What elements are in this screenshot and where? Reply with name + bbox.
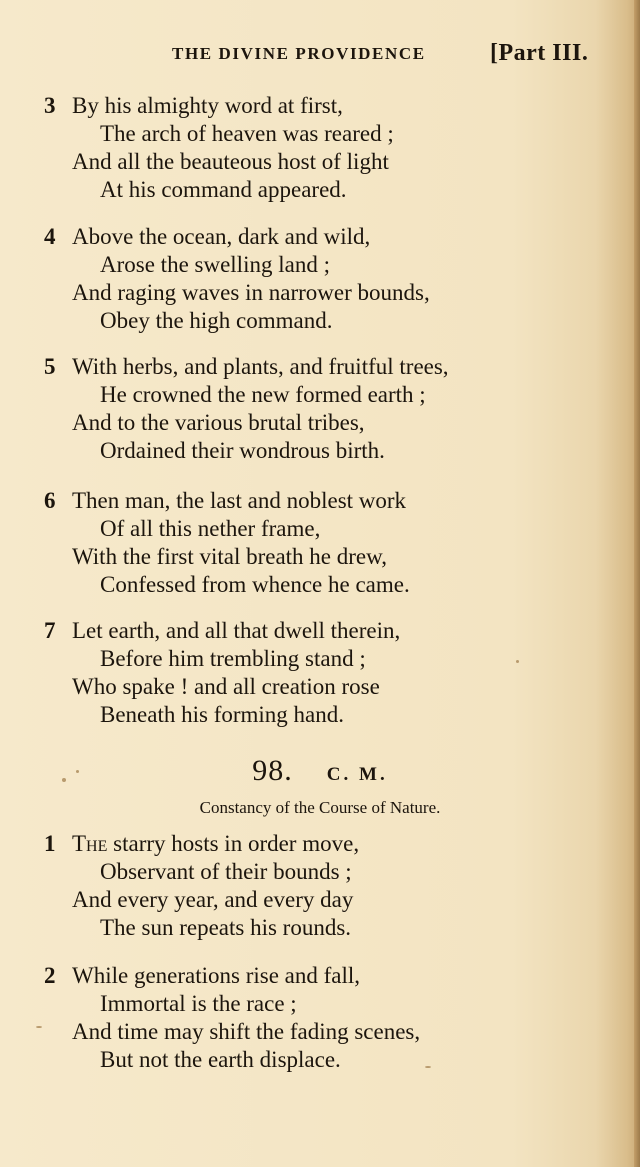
verse-line: And raging waves in narrower bounds,	[72, 280, 430, 305]
verse-line: Who spake ! and all creation rose	[72, 674, 380, 699]
verse-line: Ordained their wondrous birth.	[100, 438, 385, 463]
verse-7	[40, 617, 600, 729]
hymn-title: Constancy of the Course of Nature.	[199, 798, 441, 817]
verse-line: 2 While generations rise and fall,	[44, 963, 361, 988]
paper-speck	[425, 1066, 431, 1068]
verse-line: With the first vital breath he drew,	[72, 544, 388, 569]
verse-line: 3 By his almighty word at first,	[44, 93, 343, 118]
verse-line: Immortal is the race ;	[100, 991, 297, 1016]
verse-number: 4	[44, 224, 56, 249]
page-edge-shadow	[634, 0, 640, 1167]
verse-line: Obey the high command.	[100, 308, 333, 333]
verse-line: Before him trembling stand ;	[100, 646, 366, 671]
verse-line: At his command appeared.	[100, 177, 347, 202]
verse-number: 6	[44, 488, 56, 513]
hymn-heading	[0, 754, 640, 790]
verse-6	[40, 487, 600, 599]
verse-number: 1	[44, 831, 56, 856]
running-head: THE DIVINE PROVIDENCE	[172, 44, 426, 63]
verse-line: The sun repeats his rounds.	[100, 915, 352, 940]
verse-line: And time may shift the fading scenes,	[72, 1019, 421, 1044]
verse-line: And all the beauteous host of light	[72, 149, 389, 174]
paper-speck	[76, 770, 79, 773]
part-label: [Part III.	[490, 40, 589, 66]
paper-speck	[516, 660, 519, 663]
verse-line: And to the various brutal tribes,	[72, 410, 365, 435]
paper-speck	[36, 1026, 42, 1028]
verse-number: 3	[44, 93, 56, 118]
hymn-meter: C. M.	[326, 764, 388, 785]
verse-line: But not the earth displace.	[100, 1047, 341, 1072]
verse-line: 7 Let earth, and all that dwell therein,	[44, 618, 401, 643]
verse-first-word: The	[72, 831, 108, 856]
verse-number: 5	[44, 354, 56, 379]
verse-4	[40, 223, 600, 335]
verse-line: And every year, and every day	[72, 887, 354, 912]
verse-3	[40, 92, 600, 204]
verse-line: Of all this nether frame,	[100, 516, 321, 541]
verse-number: 7	[44, 618, 56, 643]
verse-line: Confessed from whence he came.	[100, 572, 410, 597]
verse-line: Beneath his forming hand.	[100, 702, 345, 727]
verse-2	[40, 962, 600, 1074]
hymn-number: 98.	[252, 754, 293, 787]
verse-1	[40, 830, 600, 942]
verse-line: He crowned the new formed earth ;	[100, 382, 426, 407]
verse-line: Observant of their bounds ;	[100, 859, 352, 884]
verse-line: 6 Then man, the last and noblest work	[44, 488, 407, 513]
verse-line: Arose the swelling land ;	[100, 252, 330, 277]
verse-line: 1 The starry hosts in order move,	[44, 831, 360, 856]
verse-line: The arch of heaven was reared ;	[100, 121, 394, 146]
verse-number: 2	[44, 963, 56, 988]
verse-line: 5 With herbs, and plants, and fruitful trees,	[44, 354, 449, 379]
paper-speck	[62, 778, 66, 782]
verse-line: 4 Above the ocean, dark and wild,	[44, 224, 371, 249]
verse-5	[40, 353, 600, 465]
page-header	[172, 40, 612, 70]
